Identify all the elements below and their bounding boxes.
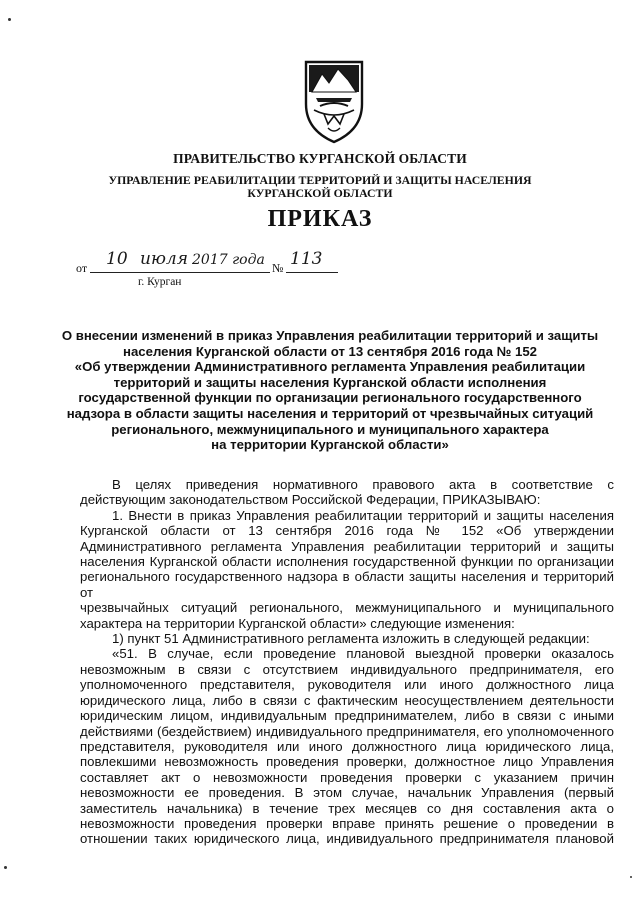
order-body (80, 477, 614, 847)
body-line: действующим законодательством Российской Федерации, ПРИКАЗЫВАЮ: (80, 492, 541, 508)
subject-line: территорий и защиты населения Курганской области исполнения (113, 374, 547, 390)
body-line: населения Курганской области исполнения государственной функции по организации (80, 554, 614, 570)
scan-speck (8, 18, 11, 21)
handwritten-number: 113 (290, 249, 323, 269)
subject-line: «Об утверждении Административного регламента Управления реабилитации (74, 359, 586, 375)
department-line-2: КУРГАНСКОЙ ОБЛАСТИ (247, 186, 393, 200)
body-line: «51. В случае, если проведение плановой выездной проверки оказалось (112, 646, 614, 662)
subject-line: государственной функции по организации регионального государственного (78, 390, 582, 406)
scan-speck (4, 866, 7, 869)
document-title: ПРИКАЗ (267, 206, 373, 232)
order-subject (60, 328, 600, 453)
scan-speck (630, 876, 632, 878)
body-line: невозможным в связи с отсутствием индивидуального предпринимателя, его (80, 661, 614, 677)
subject-line: регионального, межмуниципального и муниципального характера (111, 421, 549, 437)
body-line: составляет акт о невозможности проведения проверки с указанием причин (80, 769, 614, 785)
date-from-label: от (76, 261, 88, 275)
department-line-1: УПРАВЛЕНИЕ РЕАБИЛИТАЦИИ ТЕРРИТОРИЙ И ЗАЩИТЫ НАСЕЛЕНИЯ (108, 173, 532, 187)
body-line: 1. Внести в приказ Управления реабилитации территорий и защиты населения (112, 507, 614, 523)
handwritten-year: 2017 года (192, 252, 265, 268)
handwritten-day: 10 (106, 249, 128, 269)
body-line: действиями (бездействием) индивидуального предпринимателя, его уполномоченного (80, 723, 614, 739)
body-line: уполномоченного представителя, руководителя или иного должностного лица (80, 677, 614, 693)
subject-line: на территории Курганской области» (211, 437, 449, 453)
body-line: юридического лица, либо в связи с фактическим неосуществлением деятельности (80, 692, 614, 708)
body-line: характера на территории Курганской области» следующие изменения: (80, 615, 515, 631)
body-line: повлекшими невозможность проведения проверки, должностное лицо Управления (80, 754, 614, 770)
body-line: отношении таких юридического лица, индивидуального предпринимателя плановой (80, 831, 614, 847)
body-line: чрезвычайных ситуаций регионального, межмуниципального и муниципального (80, 600, 614, 616)
subject-line: О внесении изменений в приказ Управления реабилитации территорий и защиты (61, 328, 599, 343)
date-underline (90, 272, 270, 273)
body-line: Административного регламента Управления реабилитации территорий и защиты (80, 538, 614, 554)
body-line: заместитель начальника) в течение трех месяцев со дня составления акта о (80, 800, 614, 816)
handwritten-month: июля (140, 249, 188, 269)
body-line: юридическим лицом, индивидуальным предпринимателем, либо в связи с иными (80, 708, 614, 724)
number-label: № (272, 261, 284, 275)
body-line: 1) пункт 51 Административного регламента изложить в следующей редакции: (112, 631, 590, 647)
subject-line: надзора в области защиты населения и территорий от чрезвычайных ситуаций (66, 405, 594, 421)
department-name (90, 174, 550, 200)
subject-line: населения Курганской области от 13 сентября 2016 года № 152 (122, 343, 538, 359)
body-line: В целях приведения нормативного правового акта в соответствие с (112, 477, 614, 492)
body-line: Курганской области от 13 сентября 2016 года № 152 «Об утверждении (80, 523, 614, 539)
date-number-line (76, 249, 376, 275)
government-name: ПРАВИТЕЛЬСТВО КУРГАНСКОЙ ОБЛАСТИ (173, 151, 467, 166)
body-line: регионального государственного надзора в области защиты населения и территорий от (80, 569, 614, 600)
city-name: г. Курган (138, 276, 182, 288)
body-line: представителя, руководителя или иного должностного лица юридического лица, (80, 738, 614, 754)
body-line: невозможности ее проведения. В этом случае, начальник Управления (первый (80, 785, 614, 801)
number-underline (286, 272, 338, 273)
body-line: невозможности проведения проверки вправе принять решение о проведении в (80, 815, 614, 831)
coat-of-arms-emblem (302, 58, 366, 144)
